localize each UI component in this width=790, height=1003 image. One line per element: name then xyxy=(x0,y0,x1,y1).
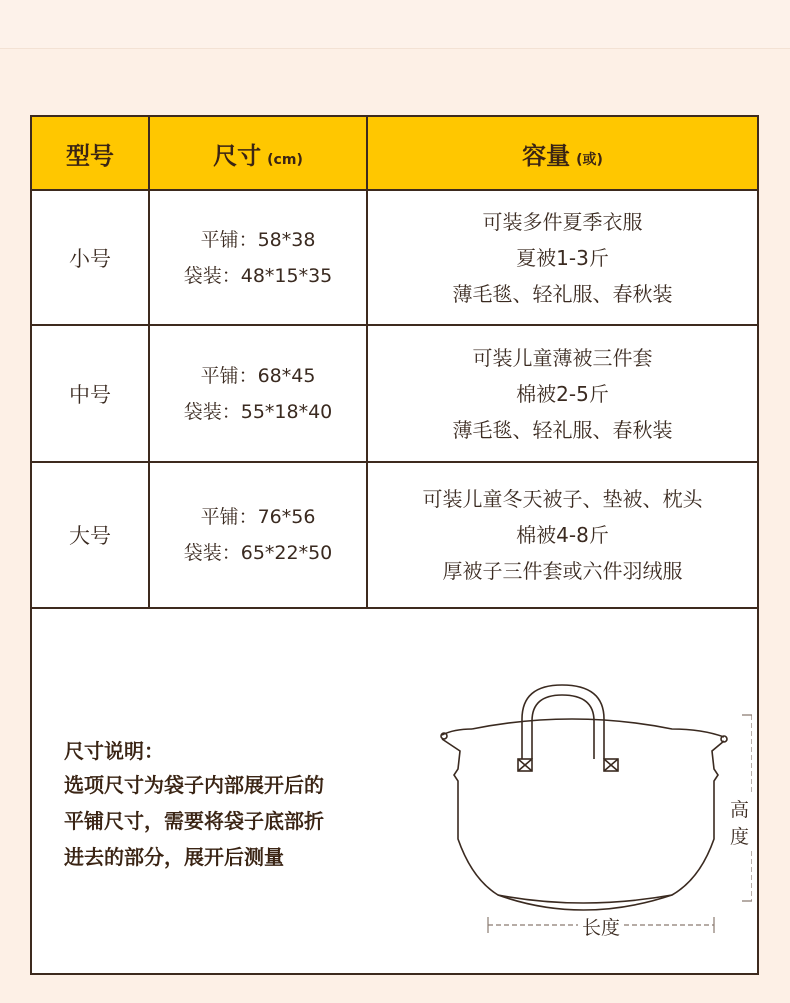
size-note-section xyxy=(32,609,757,975)
capacity-cell xyxy=(367,325,757,462)
table-header-row xyxy=(32,117,757,190)
size-table xyxy=(32,117,757,609)
table-row xyxy=(32,190,757,325)
header-capacity: 容量 (或) xyxy=(367,117,757,190)
header-size: 尺寸 (cm) xyxy=(149,117,367,190)
model-cell: 中号 xyxy=(32,325,149,462)
note-body xyxy=(64,767,384,875)
length-label: 长度 xyxy=(578,913,624,940)
flat-size: 平铺：68*45 xyxy=(200,364,316,387)
table-row xyxy=(32,462,757,608)
capacity-line: 可装儿童薄被三件套 xyxy=(472,345,653,370)
note-line: 平铺尺寸，需要将袋子底部折 xyxy=(64,809,324,833)
table-row xyxy=(32,325,757,462)
capacity-cell xyxy=(367,190,757,325)
capacity-line: 薄毛毯、轻礼服、春秋装 xyxy=(452,281,673,306)
capacity-line: 棉被4-8斤 xyxy=(516,523,609,547)
top-banner-strip xyxy=(0,0,790,49)
capacity-line: 可装多件夏季衣服 xyxy=(482,209,643,234)
bag-size: 袋装：48*15*35 xyxy=(183,264,333,287)
capacity-cell xyxy=(367,462,757,608)
note-line: 进去的部分，展开后测量 xyxy=(64,845,284,869)
capacity-line: 棉被2-5斤 xyxy=(516,381,609,406)
height-label: 高度 xyxy=(730,795,752,849)
header-model: 型号 xyxy=(32,117,149,190)
bag-diagram xyxy=(432,679,752,949)
model-cell: 小号 xyxy=(32,190,149,325)
capacity-line: 可装儿童冬天被子、垫被、枕头 xyxy=(422,487,703,511)
dims-cell xyxy=(149,190,367,325)
header-size-unit: (cm) xyxy=(267,151,303,168)
dims-cell xyxy=(149,325,367,462)
capacity-line: 薄毛毯、轻礼服、春秋装 xyxy=(452,417,673,442)
size-chart xyxy=(30,115,759,975)
bag-size: 袋装：55*18*40 xyxy=(183,400,333,423)
model-cell: 大号 xyxy=(32,462,149,608)
header-capacity-unit: (或) xyxy=(576,151,603,168)
flat-size: 平铺：58*38 xyxy=(200,228,316,251)
flat-size: 平铺：76*56 xyxy=(200,506,316,528)
capacity-line: 厚被子三件套或六件羽绒服 xyxy=(442,559,683,583)
bag-size: 袋装：65*22*50 xyxy=(183,542,333,564)
note-line: 选项尺寸为袋子内部展开后的 xyxy=(64,773,324,797)
capacity-line: 夏被1-3斤 xyxy=(516,245,609,270)
dims-cell xyxy=(149,462,367,608)
note-title: 尺寸说明： xyxy=(64,739,164,763)
bag-outline-icon xyxy=(432,679,752,949)
